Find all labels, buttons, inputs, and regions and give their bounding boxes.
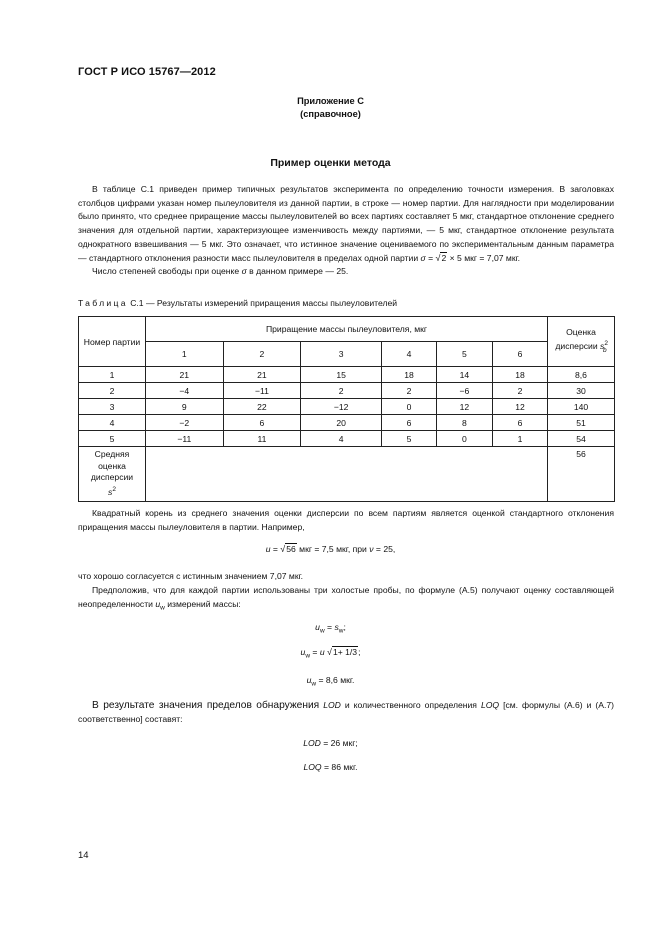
cell: 6 [492,415,547,431]
page-number: 14 [78,850,89,861]
cell: 8 [436,415,492,431]
results-table [78,316,615,502]
cell: 6 [223,415,301,431]
cell: 14 [436,367,492,383]
cell: 0 [382,399,437,415]
cell: 4 [79,415,146,431]
cell: 1 [492,431,547,447]
table-row [79,367,615,383]
col-group-header: Приращение массы пылеуловителя, мкг [146,317,548,342]
average-label: Средняя оценка дисперсии $s^2$ [79,447,146,502]
cell: 22 [223,399,301,415]
sub-col-5: 5 [436,342,492,367]
cell: 51 [548,415,615,431]
sub-col-2: 2 [223,342,301,367]
formula-uw-3: $u_w = 8,6$ мкг. [306,675,355,688]
cell: 15 [301,367,382,383]
cell: 3 [79,399,146,415]
sub-col-4: 4 [382,342,437,367]
cell: 2 [301,383,382,399]
cell: −12 [301,399,382,415]
document-code: ГОСТ Р ИСО 15767—2012 [78,66,216,78]
cell: 12 [436,399,492,415]
cell: 30 [548,383,615,399]
cell: 21 [223,367,301,383]
cell: 18 [492,367,547,383]
cell: 2 [492,383,547,399]
after-table-paragraph-4: В результате значения пределов обнаружения LOD и количественного определения LOQ [см. формулы (А.6) и (А.7) соответственно] составят: [78,700,615,724]
cell: 11 [223,431,301,447]
table-row-average [79,447,615,502]
cell: 140 [548,399,615,415]
formula-u: u = √56 мкг = 7,5 мкг, при ν = 25, [265,544,396,554]
cell: 1 [79,367,146,383]
cell: 5 [79,431,146,447]
cell: 8,6 [548,367,615,383]
average-empty-cell [146,447,548,502]
cell: 21 [146,367,224,383]
after-table-paragraph-2: что хорошо согласуется с истинным значением 7,07 мкг. [78,571,304,581]
cell: 9 [146,399,224,415]
sub-col-3: 3 [301,342,382,367]
cell: 12 [492,399,547,415]
table-caption: Таблица С.1 — Результаты измерений приращения массы пылеуловителей [78,298,398,308]
sub-col-6: 6 [492,342,547,367]
formula-lod: LOD = 26 мкг; [303,738,358,748]
cell: −4 [146,383,224,399]
table-row [79,399,615,415]
cell: 18 [382,367,437,383]
cell: −11 [223,383,301,399]
after-table-paragraph-3: Предположив, что для каждой партии использованы три холостые пробы, по формуле (А.5) получают оценку составляющей неопределенности $u_w$ измерений массы: [78,585,614,612]
cell: 4 [301,431,382,447]
cell: 54 [548,431,615,447]
cell: 6 [382,415,437,431]
cell: 20 [301,415,382,431]
table-row [79,383,615,399]
cell: −2 [146,415,224,431]
appendix-title: Приложение С [297,96,364,106]
table-row [79,431,615,447]
cell: −11 [146,431,224,447]
sub-col-1: 1 [146,342,224,367]
col-variance-header: Оценка дисперсии $s^2_b$ [548,317,615,367]
average-value: 56 [548,447,615,502]
formula-loq: LOQ = 86 мкг. [303,762,358,772]
after-table-paragraph-1: Квадратный корень из среднего значения оценки дисперсии по всем партиям является оценкой стандартного отклонения приращения массы пылеуловителя в партии. Например, [78,508,614,532]
section-title: Пример оценки метода [270,157,391,169]
formula-uw-2: $u_w = u$ √1+ 1/3; [300,647,361,660]
cell: 0 [436,431,492,447]
intro-text [78,183,614,279]
formula-uw-1: $u_w = s_w$; [315,622,346,635]
intro-paragraph-1: В таблице С.1 приведен пример типичных результатов эксперимента по определению точности измерения. В заголовках столбцов цифрами указан номер пылеуловителя из данной партии, в строке — номер партии. Для наглядности при моделировании было принято, что среднее приращение массы пылеуловителей во всех партиях составляет 5 мкг, стандартное отклонение среднего значения для отдельной партии, характеризующее изменчивость между партиями, — 5 мкг, стандартное отклонение результата однократного взвешивания — 5 мкг. Это означает, что истинное значение оцениваемого по экспериментальным данным параметра — стандартного отклонения разности масс пылеуловителя в пределах одной партии σ = √2 × 5 мкг = 7,07 мкг. [78,184,614,263]
cell: 2 [382,383,437,399]
col-party-header: Номер партии [79,317,146,367]
appendix-subtitle: (справочное) [300,109,361,119]
cell: 5 [382,431,437,447]
table-row [79,415,615,431]
cell: −6 [436,383,492,399]
intro-paragraph-2: Число степеней свободы при оценке σ в данном примере — 25. [92,266,349,277]
cell: 2 [79,383,146,399]
